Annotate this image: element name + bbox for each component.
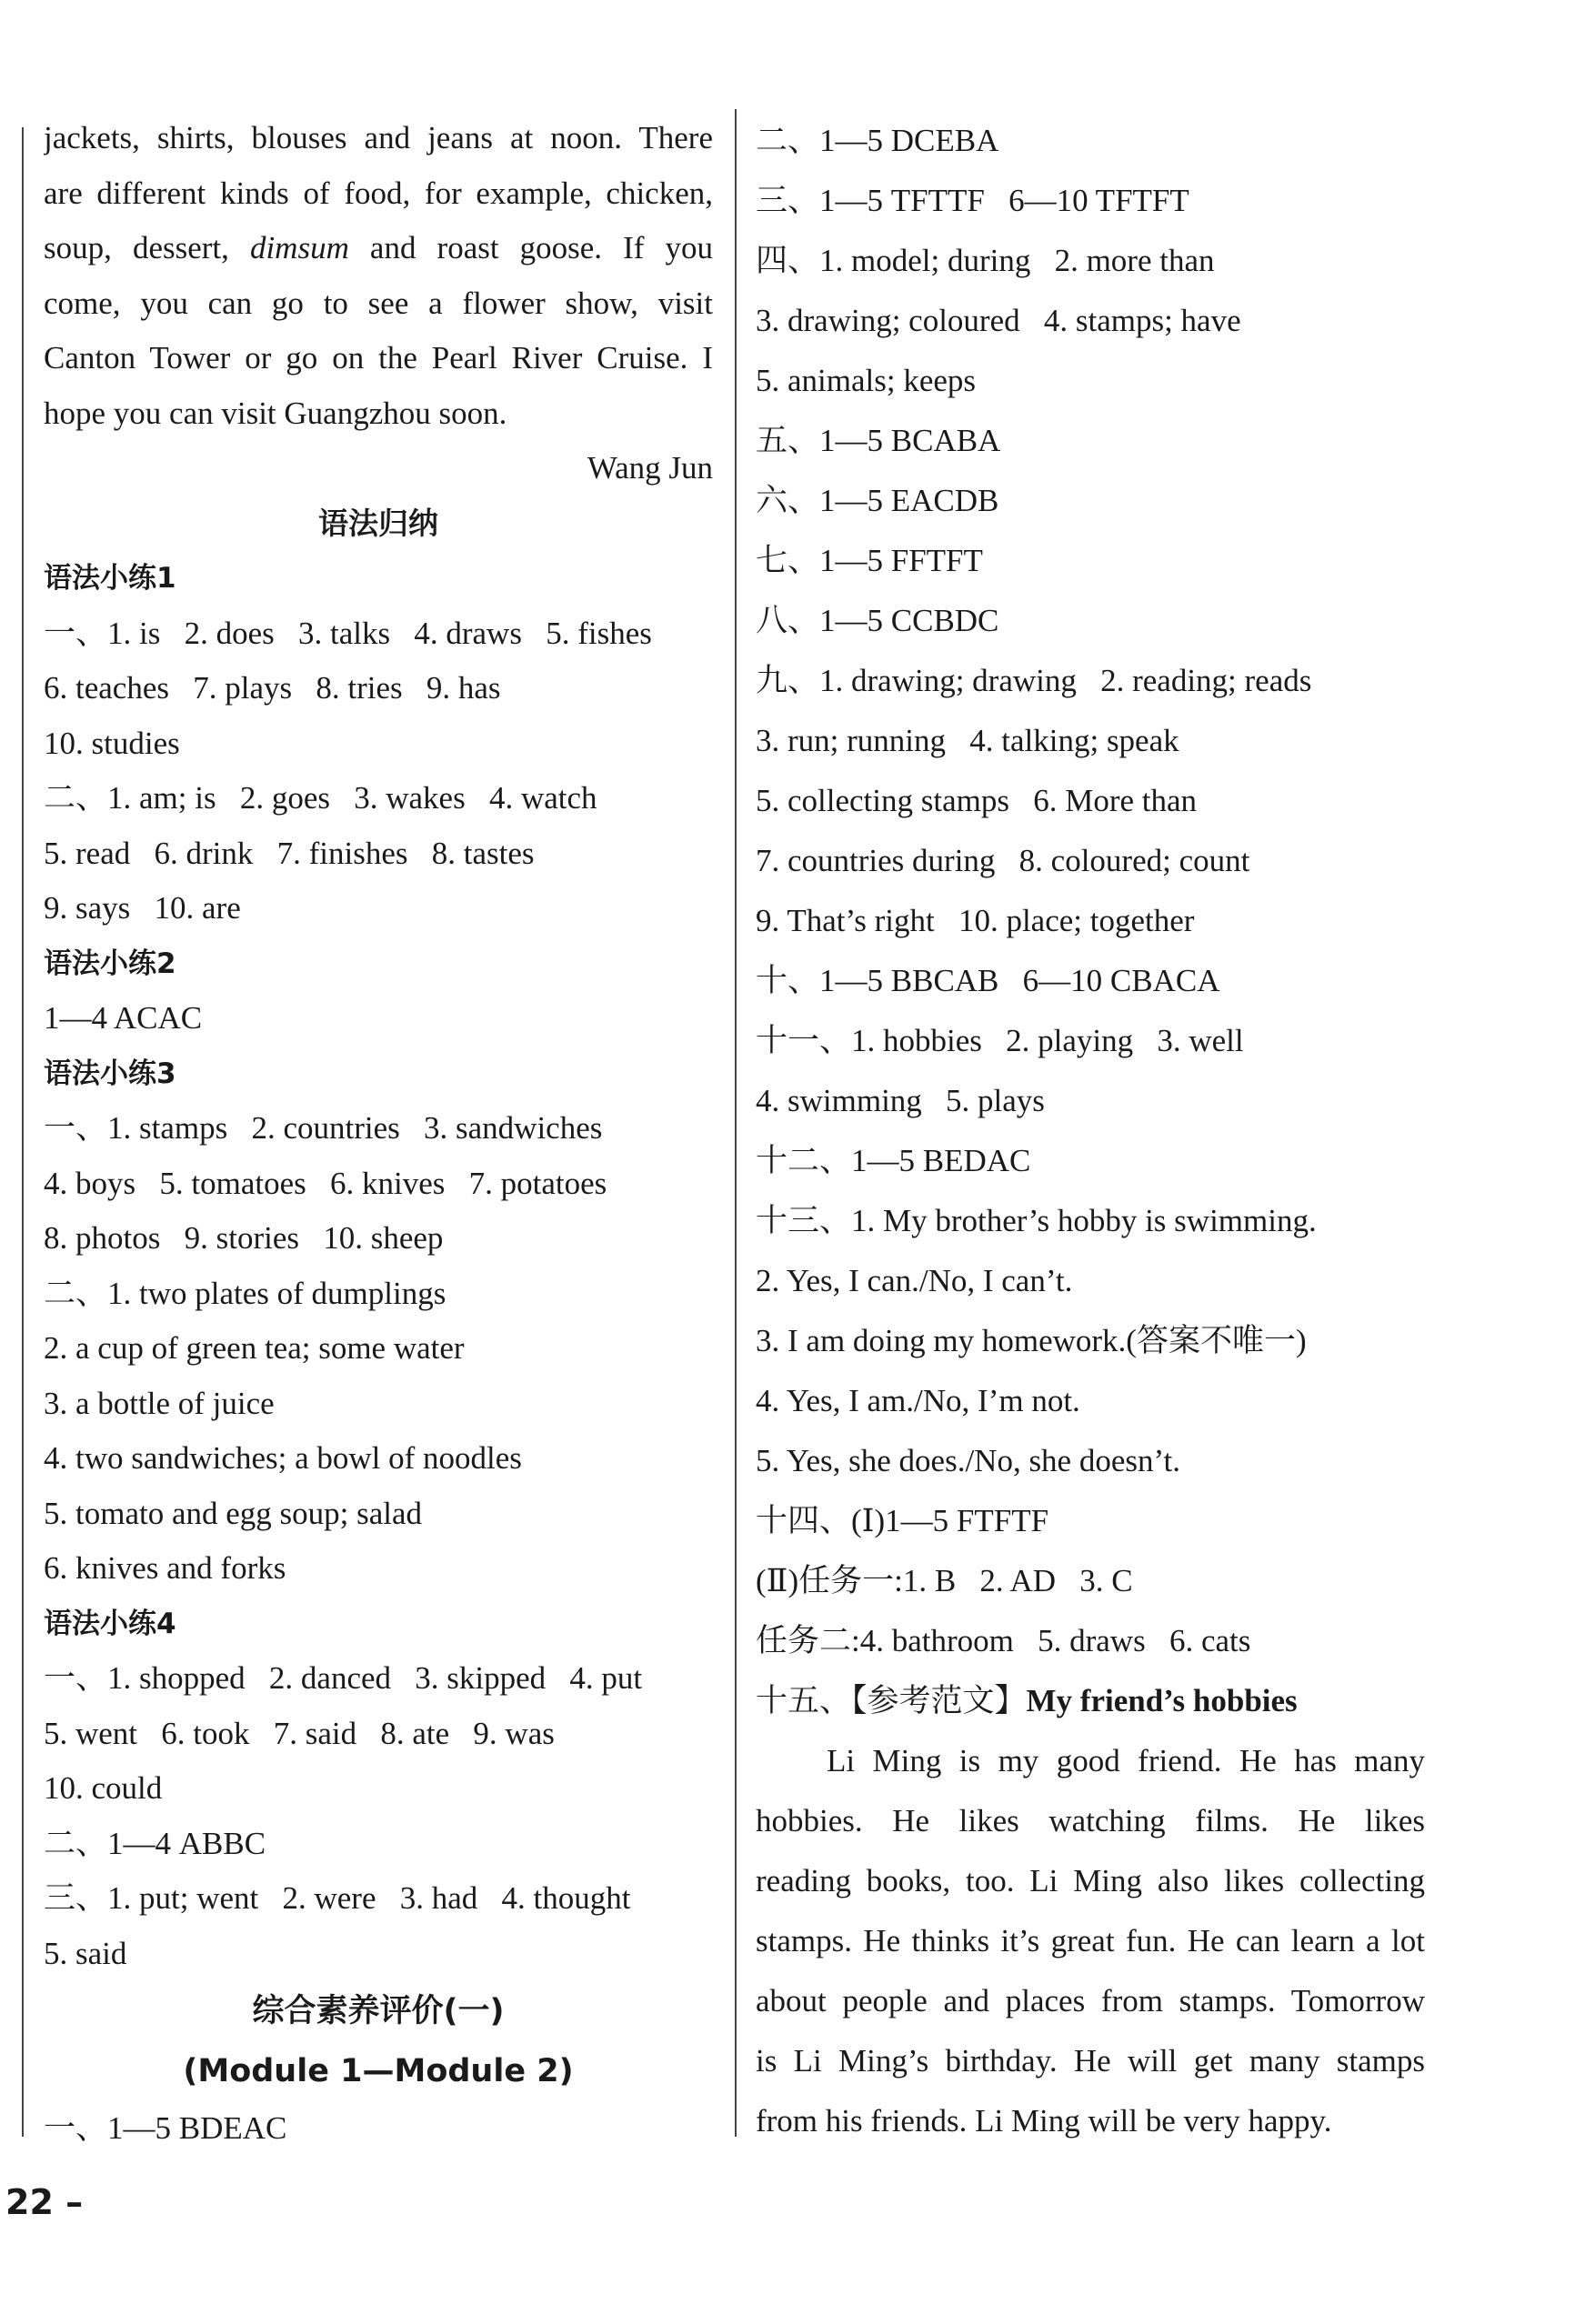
answer-line: 5. collecting stamps 6. More than: [756, 783, 1198, 818]
letter-line: hope you can visit Guangzhou soon.: [44, 395, 507, 431]
essay-line: Li Ming is my good friend. He has many: [827, 1743, 1425, 1778]
answer-line: 十三、1. My brother’s hobby is swimming.: [756, 1203, 1317, 1238]
outer-margin-rule: [22, 127, 24, 2137]
practice-3-title: 语法小练3: [44, 1057, 176, 1090]
essay-heading: [756, 1671, 1425, 1731]
answer-line: 二、1—4 ABBC: [44, 1825, 266, 1861]
answer-line: 4. boys 5. tomatoes 6. knives 7. potatoes: [44, 1165, 607, 1201]
answer-line: 一、1. stamps 2. countries 3. sandwiches: [44, 1110, 603, 1146]
answer-line: 一、1. is 2. does 3. talks 4. draws 5. fishes: [44, 615, 652, 651]
letter-line: soup, dessert, dimsum and roast goose. If you: [44, 230, 713, 265]
answer-line: 3. a bottle of juice: [44, 1385, 275, 1421]
answer-line: 二、1. two plates of dumplings: [44, 1275, 446, 1311]
answer-line: 9. says 10. are: [44, 890, 241, 926]
letter-line: are different kinds of food, for example, chicken,: [44, 175, 713, 211]
answer-line: 3. drawing; coloured 4. stamps; have: [756, 303, 1241, 338]
answer-line: 5. said: [44, 1935, 127, 1971]
right-column: [756, 111, 1425, 2151]
essay-label: 十五、【参考范文】: [756, 1683, 1027, 1718]
answer-line: 5. animals; keeps: [756, 363, 977, 398]
answer-line: 4. two sandwiches; a bowl of noodles: [44, 1440, 522, 1476]
answer-line: 十一、1. hobbies 2. playing 3. well: [756, 1023, 1244, 1058]
answer-line: 七、1—5 FFTFT: [756, 543, 983, 578]
section-heading: 语法归纳: [318, 505, 438, 541]
practice-2-title: 语法小练2: [44, 947, 176, 980]
essay-line: from his friends. Li Ming will be very happy.: [756, 2103, 1332, 2139]
answer-line: (Ⅱ)任务一:1. B 2. AD 3. C: [756, 1563, 1133, 1598]
answer-line: 二、1—5 DCEBA: [756, 123, 999, 158]
practice-1-title: 语法小练1: [44, 562, 176, 595]
page-number: 22 –: [5, 2182, 84, 2222]
answer-line: 3. I am doing my homework.(答案不唯一): [756, 1323, 1307, 1358]
answer-line: 五、1—5 BCABA: [756, 423, 1001, 458]
answer-line: 八、1—5 CCBDC: [756, 603, 999, 638]
answer-line: 十、1—5 BBCAB 6—10 CBACA: [756, 963, 1220, 998]
letter-signature: Wang Jun: [587, 450, 713, 486]
answer-line: 三、1—5 TFTTF 6—10 TFTFT: [756, 183, 1189, 218]
answer-line: 4. Yes, I am./No, I’m not.: [756, 1383, 1080, 1418]
answer-line: 6. teaches 7. plays 8. tries 9. has: [44, 670, 501, 706]
answer-line: 5. read 6. drink 7. finishes 8. tastes: [44, 835, 535, 871]
essay-line: hobbies. He likes watching films. He likes: [756, 1803, 1425, 1838]
letter-line: jackets, shirts, blouses and jeans at noon. There: [44, 120, 713, 155]
answer-line: 2. a cup of green tea; some water: [44, 1330, 465, 1366]
letter-paragraph: [44, 111, 713, 441]
answer-line: 8. photos 9. stories 10. sheep: [44, 1220, 444, 1256]
answer-line: 3. run; running 4. talking; speak: [756, 723, 1179, 758]
essay-paragraph: [756, 1731, 1425, 2151]
answer-line: 6. knives and forks: [44, 1550, 286, 1586]
answer-line: 三、1. put; went 2. were 3. had 4. thought: [44, 1880, 631, 1916]
answer-line: 1—4 ACAC: [44, 1000, 203, 1036]
answer-line: 5. went 6. took 7. said 8. ate 9. was: [44, 1715, 555, 1751]
answer-line: 10. could: [44, 1770, 163, 1806]
essay-line: is Li Ming’s birthday. He will get many stamps: [756, 2043, 1425, 2079]
answer-line: 任务二:4. bathroom 5. draws 6. cats: [756, 1623, 1251, 1658]
answer-line: 一、1—5 BDEAC: [44, 2110, 287, 2146]
column-divider: [735, 109, 737, 2137]
answer-line: 一、1. shopped 2. danced 3. skipped 4. put: [44, 1660, 643, 1696]
answer-line: 4. swimming 5. plays: [756, 1083, 1045, 1118]
left-column: [44, 111, 713, 2157]
answer-line: 10. studies: [44, 725, 180, 761]
answer-line: 二、1. am; is 2. goes 3. wakes 4. watch: [44, 780, 597, 816]
answer-line: 5. Yes, she does./No, she doesn’t.: [756, 1443, 1180, 1478]
answer-line: 十四、(Ⅰ)1—5 FTFTF: [756, 1503, 1049, 1538]
letter-line: Canton Tower or go on the Pearl River Cruise. I: [44, 340, 713, 376]
essay-line: stamps. He thinks it’s great fun. He can learn a lot: [756, 1923, 1425, 1958]
answer-line: 十二、1—5 BEDAC: [756, 1143, 1031, 1178]
essay-title: My friend’s hobbies: [1026, 1683, 1298, 1718]
answer-line: 5. tomato and egg soup; salad: [44, 1495, 423, 1531]
assessment-subtitle: (Module 1—Module 2): [183, 2053, 574, 2089]
answer-line: 2. Yes, I can./No, I can’t.: [756, 1263, 1073, 1298]
answer-line: 7. countries during 8. coloured; count: [756, 843, 1250, 878]
essay-line: reading books, too. Li Ming also likes collecting: [756, 1863, 1425, 1898]
essay-line: about people and places from stamps. Tomorrow: [756, 1983, 1425, 2018]
letter-line: come, you can go to see a flower show, visit: [44, 285, 713, 321]
answer-line: 九、1. drawing; drawing 2. reading; reads: [756, 663, 1312, 698]
answer-line: 六、1—5 EACDB: [756, 483, 999, 518]
practice-4-title: 语法小练4: [44, 1607, 176, 1640]
assessment-title: 综合素养评价(一): [252, 1993, 505, 2029]
answer-line: 9. That’s right 10. place; together: [756, 903, 1195, 938]
answer-line: 四、1. model; during 2. more than: [756, 243, 1215, 278]
